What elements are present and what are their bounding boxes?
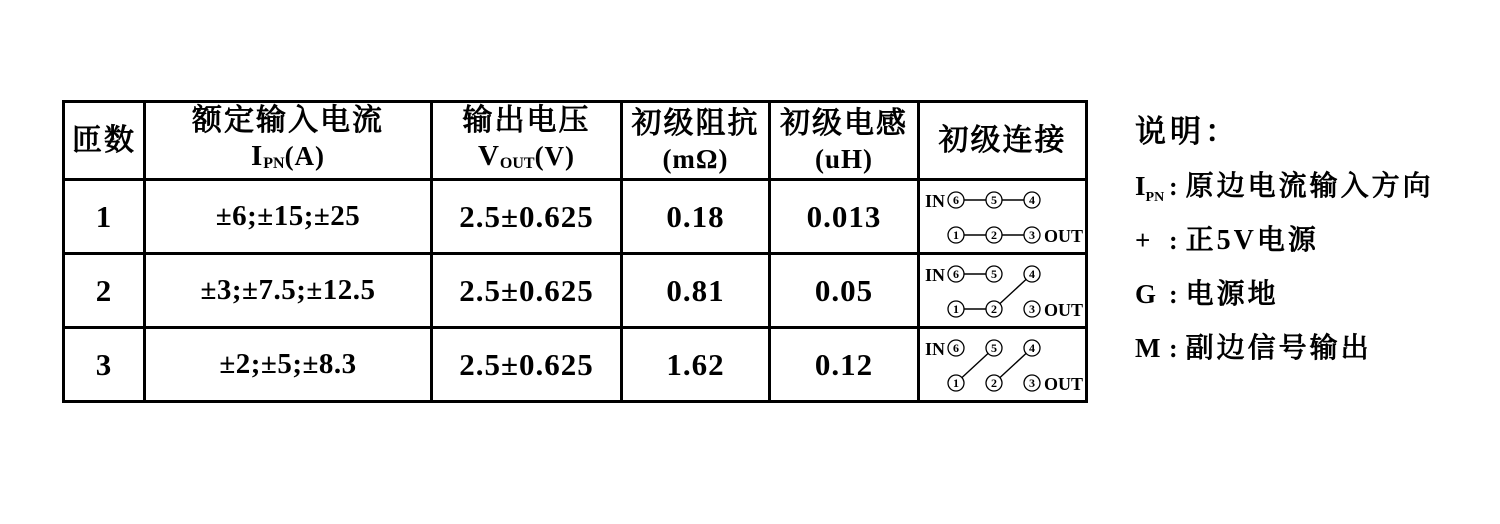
conn-pin-number: 4 [1028,340,1035,355]
cell-rated-input-current: ±3;±7.5;±12.5 [145,254,432,328]
conn-pin-number: 3 [1028,375,1035,390]
conn-pin-number: 6 [952,192,959,207]
cell-primary-connection [919,328,1087,402]
header-voltage-unit-line: VOUT(V) [477,140,576,172]
conn-in-label: IN [924,264,945,285]
conn-pin-number: 1 [952,301,959,316]
conn-pin-number: 5 [990,340,997,355]
header-impedance-title: 初级阻抗 [631,106,760,140]
conn-pin-number: 5 [990,266,997,281]
legend-symbol: G [1135,279,1157,309]
conn-pin-number: 2 [990,375,997,390]
header-connection-title: 初级连接 [938,123,1067,157]
conn-pin-number: 2 [990,227,997,242]
header-rated-input-current [145,102,432,180]
conn-pin-number: 6 [952,266,959,281]
header-primary-connection [919,102,1087,180]
header-inductance-title: 初级电感 [780,106,908,140]
table-header-row [64,102,1087,180]
legend-item [1135,272,1434,308]
conn-pin-number: 5 [990,192,997,207]
cell-primary-impedance: 1.62 [622,328,770,402]
legend-text: 电源地 [1185,279,1279,310]
legend-separator: : [1169,280,1178,309]
header-primary-impedance [622,102,770,180]
conn-out-label: OUT [1043,299,1083,320]
cell-primary-impedance: 0.18 [622,180,770,254]
table-row [64,328,1087,402]
conn-pin-number: 1 [952,375,959,390]
legend-item [1135,326,1434,362]
conn-link [999,279,1025,303]
table-row [64,180,1087,254]
conn-pin-number: 3 [1028,301,1035,316]
legend-symbol-subscript: PN [1145,190,1165,205]
conn-pin-number: 2 [990,301,997,316]
cell-turns: 2 [64,254,145,328]
legend-separator: : [1169,226,1178,255]
conn-link [999,353,1025,377]
legend-item [1135,164,1434,205]
header-impedance-unit: (mΩ) [662,143,729,174]
legend-text: 正5V电源 [1185,225,1319,256]
cell-primary-inductance: 0.05 [770,254,919,328]
legend-title: 说明： [1135,114,1240,149]
legend-symbol: $I_{PN}$ [1135,171,1165,205]
legend-text: 副边信号输出 [1185,333,1372,364]
conn-out-label: OUT [1043,225,1083,246]
cell-primary-connection [919,254,1087,328]
header-voltage-title: 输出电压 [462,104,591,137]
conn-in-label: IN [924,190,945,211]
legend-text: 原边电流输入方向 [1185,171,1434,202]
cell-turns: 3 [64,328,145,402]
legend-separator: : [1169,334,1178,363]
primary-connection-diagram [923,331,1083,399]
header-current-title: 额定输入电流 [192,104,384,137]
header-turns [64,102,145,180]
conn-pin-number: 3 [1028,227,1035,242]
cell-primary-inductance: 0.013 [770,180,919,254]
header-inductance-unit: (uH) [815,143,873,174]
legend-item [1135,218,1434,254]
legend-separator: : [1169,172,1178,201]
transformer-spec-table [62,100,1088,403]
cell-primary-connection [919,180,1087,254]
cell-turns: 1 [64,180,145,254]
conn-link [961,353,987,377]
cell-rated-input-current: ±6;±15;±25 [145,180,432,254]
legend-symbol: M [1135,333,1161,363]
table-row [64,254,1087,328]
primary-connection-diagram [923,183,1083,251]
header-current-unit-line: IPN(A) [250,140,326,172]
conn-pin-number: 1 [952,227,959,242]
legend-symbol: + [1135,225,1151,255]
cell-rated-input-current: ±2;±5;±8.3 [145,328,432,402]
cell-output-voltage: 2.5±0.625 [432,180,622,254]
header-primary-inductance [770,102,919,180]
conn-pin-number: 4 [1028,192,1035,207]
header-turns-label: 匝数 [72,123,136,157]
cell-primary-impedance: 0.81 [622,254,770,328]
cell-primary-inductance: 0.12 [770,328,919,402]
legend [1135,106,1434,362]
conn-in-label: IN [924,338,945,359]
primary-connection-diagram [923,257,1083,325]
header-output-voltage [432,102,622,180]
conn-pin-number: 6 [952,340,959,355]
cell-output-voltage: 2.5±0.625 [432,254,622,328]
conn-out-label: OUT [1043,373,1083,394]
cell-output-voltage: 2.5±0.625 [432,328,622,402]
conn-pin-number: 4 [1028,266,1035,281]
